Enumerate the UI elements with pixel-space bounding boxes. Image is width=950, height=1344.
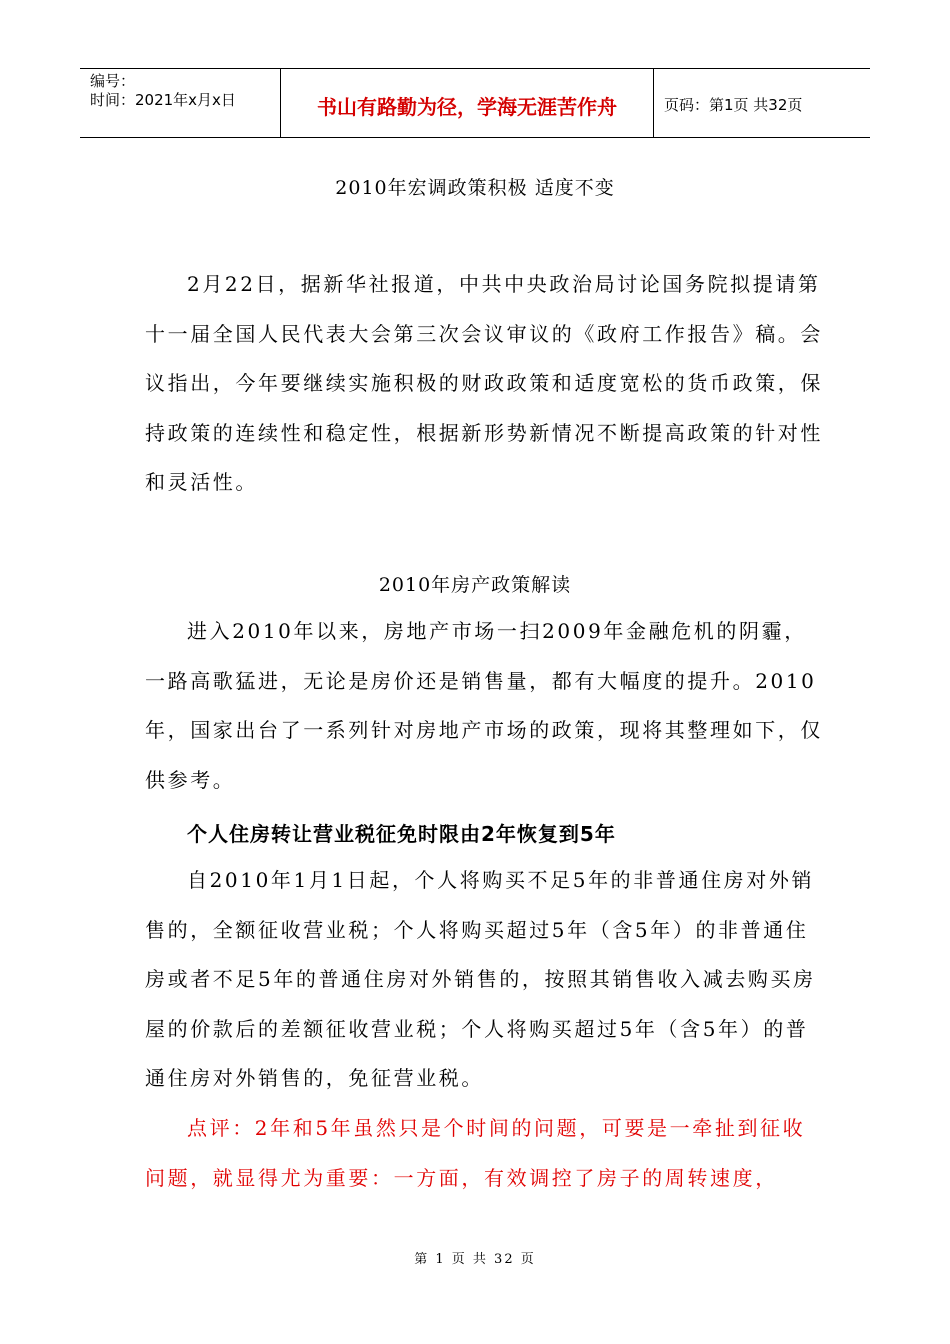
paragraph-overview: 进入2010年以来，房地产市场一扫2009年金融危机的阴霾，一路高歌猛进，无论是房价还是销售量，都有大幅度的提升。2010年，国家出台了一系列针对房地产市场的政策，现将其整理如下，仅供参考。 [145,619,823,792]
page-footer: 第 1 页 共 32 页 [414,1252,536,1267]
page-title: 2010年宏调政策积极 适度不变 [335,177,615,199]
paragraph-tax-policy: 自2010年1月1日起，个人将购买不足5年的非普通住房对外销售的，全额征收营业税；个人将购买超过5年（含5年）的非普通住房或者不足5年的普通住房对外销售的，按照其销售收入减去购买房屋的价款后的差额征收营业税；个人将购买超过5年（含5年）的普通住房对外销售的，免征营业税。 [145,868,816,1090]
bold-heading: 个人住房转让营业税征免时限由2年恢复到5年 [187,822,616,846]
paragraph-intro: 2月22日，据新华社报道，中共中央政治局讨论国务院拟提请第十一届全国人民代表大会第三次会议审议的《政府工作报告》稿。会议指出，今年要继续实施积极的财政政策和适度宽松的货币政策，保持政策的连续性和稳定性，根据新形势新情况不断提高政策的针对性和灵活性。 [145,272,823,494]
time-label: 时间：2021年x月x日 [90,91,236,109]
header-motto: 书山有路勤为径，学海无涯苦作舟 [281,69,654,137]
header-meta-cell [80,69,281,137]
paragraph-comment: 点评：2年和5年虽然只是个时间的问题，可要是一牵扯到征收问题，就显得尤为重要：一方面，有效调控了房子的周转速度， [145,1116,806,1190]
header-page-label: 页码：第1页 共32页 [664,95,803,114]
document-header [80,68,870,138]
section-title: 2010年房产政策解读 [378,574,572,596]
number-label: 编号： [90,72,136,90]
